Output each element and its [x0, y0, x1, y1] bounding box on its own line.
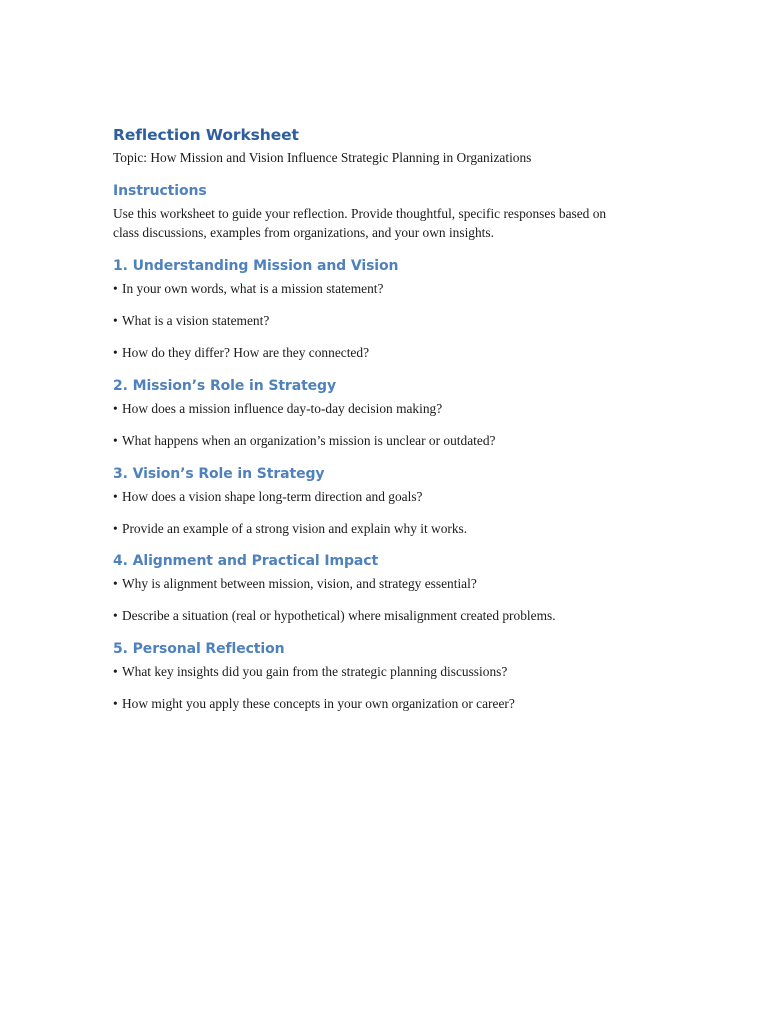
instructions-text-line-2: class discussions, examples from organizations, and your own insights.	[113, 225, 494, 240]
section-3-question	[113, 519, 467, 538]
section-1-heading: 1. Understanding Mission and Vision	[113, 258, 399, 274]
question-text: In your own words, what is a mission statement?	[122, 281, 384, 296]
bullet-marker: •	[113, 664, 118, 679]
bullet-marker: •	[113, 281, 118, 296]
section-2-heading: 2. Mission’s Role in Strategy	[113, 378, 337, 394]
question-text: What happens when an organization’s mission is unclear or outdated?	[122, 433, 496, 448]
section-4-question	[113, 574, 477, 593]
section-3-question	[113, 487, 422, 506]
section-3-heading: 3. Vision’s Role in Strategy	[113, 466, 325, 482]
bullet-marker: •	[113, 521, 118, 536]
instructions-text-line-1: Use this worksheet to guide your reflection. Provide thoughtful, specific responses based on	[113, 206, 607, 221]
bullet-marker: •	[113, 313, 118, 328]
worksheet-title: Reflection Worksheet	[113, 126, 299, 144]
question-text: Describe a situation (real or hypothetical) where misalignment created problems.	[122, 608, 556, 623]
bullet-marker: •	[113, 696, 118, 711]
section-1-question	[113, 311, 269, 330]
question-text: How do they differ? How are they connected?	[122, 345, 370, 360]
bullet-marker: •	[113, 401, 118, 416]
question-text: What is a vision statement?	[122, 313, 270, 328]
question-text: Why is alignment between mission, vision, and strategy essential?	[122, 576, 477, 591]
bullet-marker: •	[113, 608, 118, 623]
section-2-question	[113, 431, 495, 450]
section-5-question	[113, 662, 507, 681]
bullet-marker: •	[113, 489, 118, 504]
bullet-marker: •	[113, 433, 118, 448]
bullet-marker: •	[113, 345, 118, 360]
section-4-heading: 4. Alignment and Practical Impact	[113, 553, 379, 569]
instructions-heading: Instructions	[113, 183, 207, 199]
question-text: How does a vision shape long-term direction and goals?	[122, 489, 423, 504]
section-2-question	[113, 399, 442, 418]
section-1-question	[113, 343, 369, 362]
question-text: How does a mission influence day-to-day decision making?	[122, 401, 443, 416]
section-5-question	[113, 694, 515, 713]
question-text: What key insights did you gain from the strategic planning discussions?	[122, 664, 508, 679]
question-text: Provide an example of a strong vision and explain why it works.	[122, 521, 468, 536]
worksheet-topic: Topic: How Mission and Vision Influence Strategic Planning in Organizations	[113, 150, 532, 165]
section-1-question	[113, 279, 383, 298]
question-text: How might you apply these concepts in your own organization or career?	[122, 696, 515, 711]
bullet-marker: •	[113, 576, 118, 591]
section-5-heading: 5. Personal Reflection	[113, 641, 285, 657]
section-4-question	[113, 606, 556, 625]
